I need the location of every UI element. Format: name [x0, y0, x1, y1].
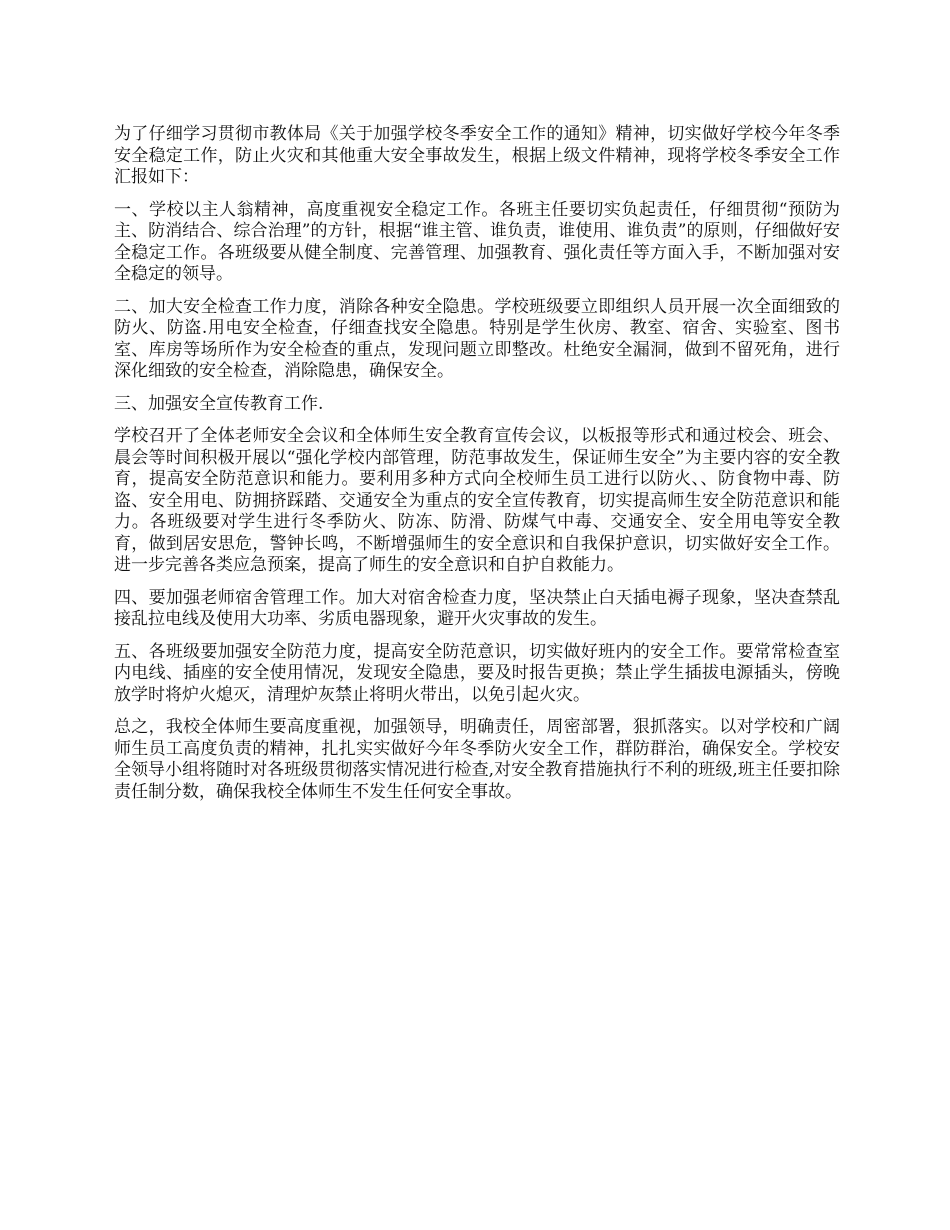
section-three-heading: 三、加强安全宣传教育工作.: [114, 393, 324, 414]
section-two-paragraph: 二、加大安全检查工作力度，消除各种安全隐患。学校班级要立即组织人员开展一次全面细致的防火、防盗.用电安全检查，仔细查找安全隐患。特别是学生伙房、教室、宿舍、实验室、图书室、库房等场所作为安全检查的重点，发现问题立即整改。杜绝安全漏洞，做到不留死角，进行深化细致的安全检查，消除隐患，确保安全。: [114, 296, 840, 381]
conclusion-paragraph: 总之，我校全体师生要高度重视，加强领导，明确责任，周密部署，狠抓落实。以对学校和广阔师生员工高度负责的精神，扎扎实实做好今年冬季防火安全工作，群防群治，确保安全。学校安全领导小组将随时对各班级贯彻落实情况进行检查,对安全教育措施执行不利的班级,班主任要扣除责任制分数，确保我校全体师生不发生任何安全事故。: [114, 717, 840, 802]
document-body: [114, 124, 840, 814]
section-four-paragraph: 四、要加强老师宿舍管理工作。加大对宿舍检查力度，坚决禁止白天插电褥子现象，坚决查禁乱接乱拉电线及使用大功率、劣质电器现象，避开火灾事故的发生。: [114, 587, 840, 629]
intro-paragraph: 为了仔细学习贯彻市教体局《关于加强学校冬季安全工作的通知》精神，切实做好学校今年冬季安全稳定工作，防止火灾和其他重大安全事故发生，根据上级文件精神，现将学校冬季安全工作汇报如下：: [114, 124, 840, 187]
section-three-paragraph: 学校召开了全体老师安全会议和全体师生安全教育宣传会议，以板报等形式和通过校会、班会、晨会等时间积极开展以“强化学校内部管理，防范事故发生，保证师生安全”为主要内容的安全教育，提高安全防范意识和能力。要利用多种方式向全校师生员工进行以防火、、防食物中毒、防盗、安全用电、防拥挤踩踏、交通安全为重点的安全宣传教育，切实提高师生安全防范意识和能力。各班级要对学生进行冬季防火、防冻、防滑、防煤气中毒、交通安全、安全用电等安全教育，做到居安思危，警钟长鸣，不断增强师生的安全意识和自我保护意识，切实做好安全工作。进一步完善各类应急预案，提高了师生的安全意识和自护自救能力。: [114, 426, 840, 575]
section-one-paragraph: 一、学校以主人翁精神，高度重视安全稳定工作。各班主任要切实负起责任，仔细贯彻“预防为主、防消结合、综合治理”的方针，根据“谁主管、谁负责，谁使用、谁负责”的原则，仔细做好安全稳定工作。各班级要从健全制度、完善管理、加强教育、强化责任等方面入手，不断加强对安全稳定的领导。: [114, 199, 840, 284]
section-five-paragraph: 五、各班级要加强安全防范力度，提高安全防范意识，切实做好班内的安全工作。要常常检查室内电线、插座的安全使用情况，发现安全隐患，要及时报告更换；禁止学生插拔电源插头，傍晚放学时将炉火熄灭，清理炉灰禁止将明火带出，以免引起火灾。: [114, 641, 840, 705]
